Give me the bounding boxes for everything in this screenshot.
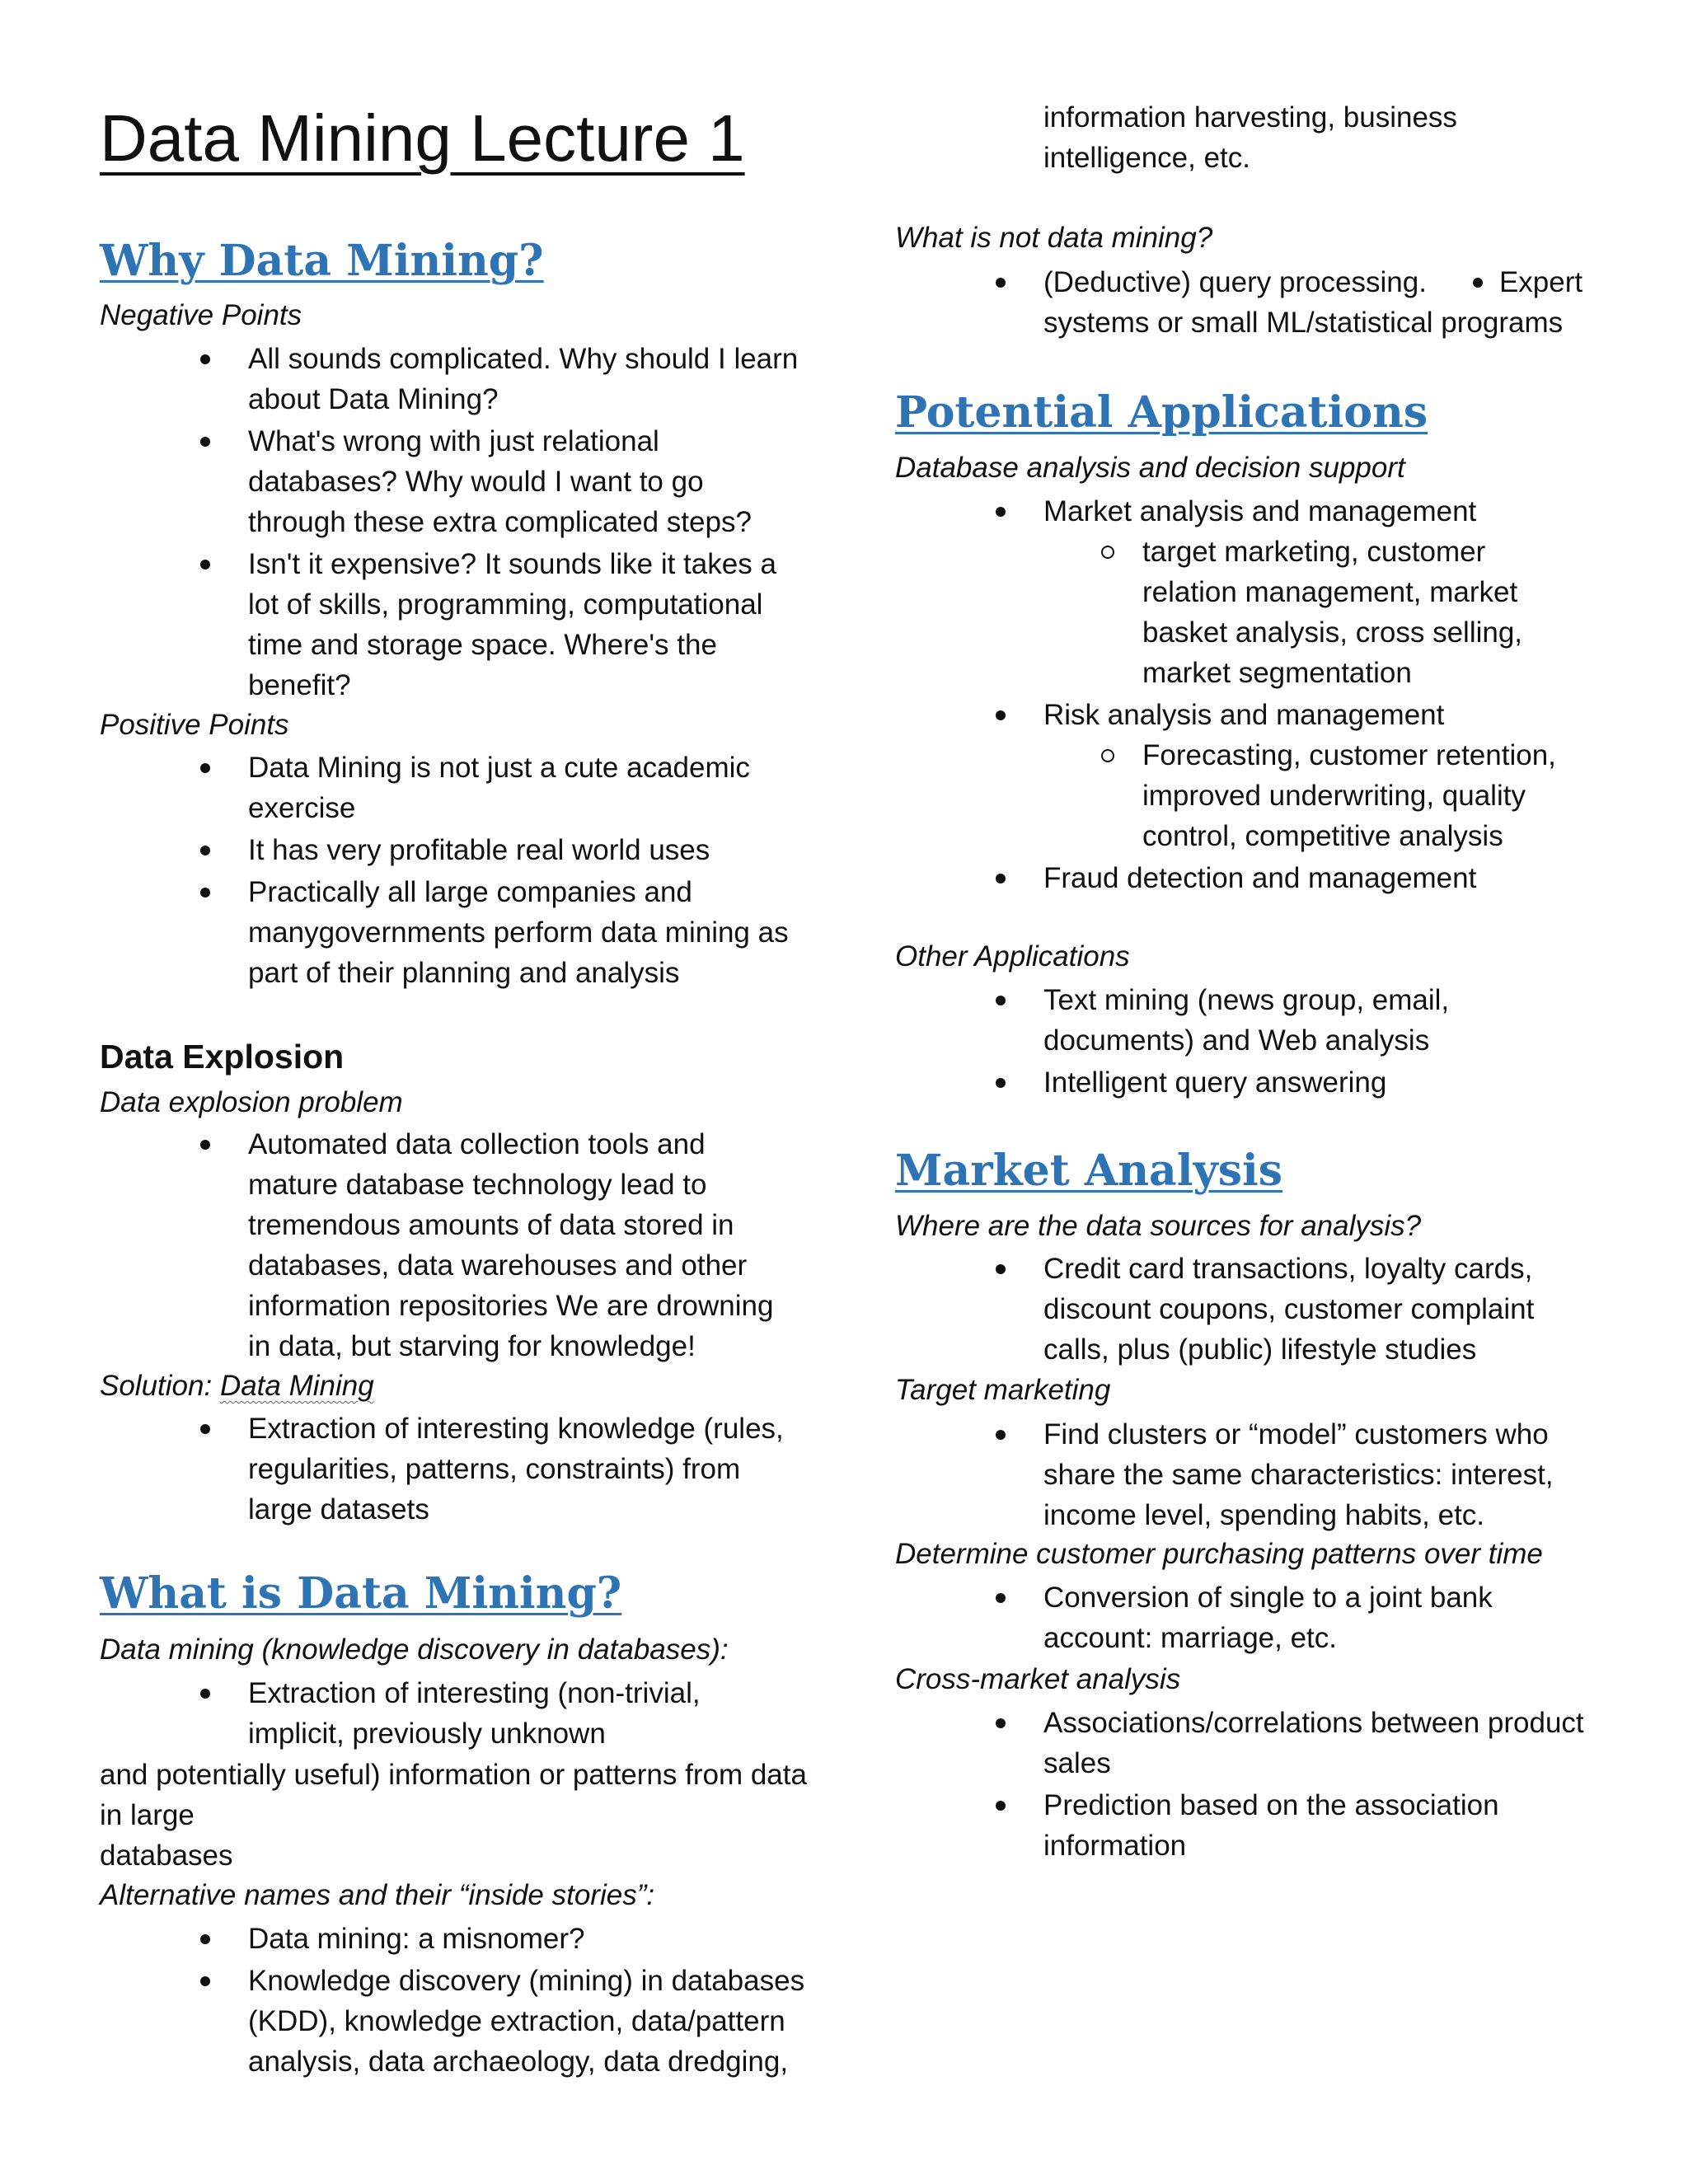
alternative-names-label: Alternative names and their “inside stories”: [100, 1879, 655, 1911]
list-item: It has very profitable real world uses [100, 830, 809, 870]
heading-potential-applications: Potential Applications [895, 387, 1428, 438]
definition-continuation-end: databases [100, 1840, 233, 1872]
page-title: Data Mining Lecture 1 [100, 101, 745, 175]
solution-label [100, 1366, 374, 1406]
not-data-mining-list [895, 262, 1587, 344]
risk-analysis-sublist [1043, 735, 1587, 856]
list-item: Isn't it expensive? It sounds like it takes a lot of skills, programming, computational time and storage space. Where's the benefit? [100, 544, 809, 705]
solution-prefix: Solution: [100, 1370, 220, 1402]
not-data-mining-label: What is not data mining? [895, 222, 1213, 254]
list-item [895, 491, 1587, 693]
negative-points-label: Negative Points [100, 299, 302, 331]
list-item [895, 695, 1587, 856]
cross-market-label: Cross-market analysis [895, 1663, 1181, 1695]
list-item: Prediction based on the association information [895, 1785, 1587, 1866]
definition-label: Data mining (knowledge discovery in databases): [100, 1633, 729, 1666]
alternative-names-list [100, 1919, 809, 2083]
market-analysis-sublist [1043, 532, 1587, 693]
continued-text: information harvesting, business intelligence, etc. [1043, 101, 1457, 174]
database-analysis-label: Database analysis and decision support [895, 452, 1405, 484]
purchasing-patterns-list [895, 1577, 1571, 1660]
heading-why-data-mining: Why Data Mining? [100, 236, 544, 286]
heading-data-explosion: Data Explosion [100, 1038, 345, 1076]
list-item [895, 262, 1587, 343]
market-analysis-item: Market analysis and management [1043, 495, 1477, 527]
list-item: Extraction of interesting knowledge (rules, regularities, patterns, constraints) from large datasets [100, 1408, 792, 1530]
data-explosion-problem-label: Data explosion problem [100, 1086, 403, 1118]
risk-analysis-item: Risk analysis and management [1043, 699, 1445, 731]
sub-list-item: target marketing, customer relation management, market basket analysis, cross selling, market segmentation [1043, 532, 1587, 693]
heading-market-analysis: Market Analysis [895, 1146, 1283, 1196]
solution-list [100, 1408, 792, 1531]
bullet-icon [1473, 278, 1483, 288]
data-explosion-list [100, 1124, 792, 1368]
list-item: Find clusters or “model” customers who share the same characteristics: interest, income level, spending habits, etc. [895, 1414, 1587, 1535]
list-item: Knowledge discovery (mining) in databases (KDD), knowledge extraction, data/pattern analysis, data archaeology, data dredging, [100, 1961, 809, 2082]
target-marketing-list [895, 1414, 1587, 1537]
list-item: All sounds complicated. Why should I learn about Data Mining? [100, 339, 809, 419]
definition-continuation: and potentially useful) information or patterns from data in large [100, 1759, 807, 1831]
list-item: Text mining (news group, email, documents) and Web analysis [895, 980, 1571, 1061]
other-applications-label: Other Applications [895, 940, 1130, 972]
data-sources-label: Where are the data sources for analysis? [895, 1210, 1422, 1242]
heading-what-is-data-mining: What is Data Mining? [100, 1568, 622, 1619]
list-item: Credit card transactions, loyalty cards, discount coupons, customer complaint calls, plus (public) lifestyle studies [895, 1249, 1587, 1370]
list-item: Automated data collection tools and mature database technology lead to tremendous amounts of data stored in databases, data warehouses and other information repositories We are drowning in data, but starving for knowledge! [100, 1124, 792, 1366]
sub-list-item: Forecasting, customer retention, improved underwriting, quality control, competitive analysis [1043, 735, 1587, 856]
list-item: Extraction of interesting (non-trivial, implicit, previously unknown [100, 1673, 792, 1754]
solution-term: Data Mining [219, 1370, 374, 1402]
definition-list [100, 1673, 792, 1755]
list-item: Intelligent query answering [895, 1062, 1571, 1103]
other-applications-list [895, 980, 1571, 1104]
not-item-expert: Expert systems or small ML/statistical programs [1043, 266, 1583, 339]
data-sources-list [895, 1249, 1587, 1371]
negative-points-list [100, 339, 809, 707]
list-item: Data Mining is not just a cute academic exercise [100, 748, 809, 828]
target-marketing-label: Target marketing [895, 1374, 1111, 1406]
purchasing-patterns-label: Determine customer purchasing patterns over time [895, 1538, 1543, 1570]
list-item: Conversion of single to a joint bank account: marriage, etc. [895, 1577, 1571, 1658]
not-item-query: (Deductive) query processing. [1043, 266, 1427, 298]
cross-market-list [895, 1703, 1587, 1868]
list-item: Associations/correlations between product sales [895, 1703, 1587, 1783]
list-item: Data mining: a misnomer? [100, 1919, 809, 1959]
list-item: Practically all large companies and manygovernments perform data mining as part of their planning and analysis [100, 872, 809, 993]
applications-list [895, 491, 1587, 900]
positive-points-list [100, 748, 809, 995]
positive-points-label: Positive Points [100, 709, 289, 741]
list-item: What's wrong with just relational databases? Why would I want to go through these extra complicated steps? [100, 421, 809, 542]
list-item: Fraud detection and management [895, 858, 1587, 898]
